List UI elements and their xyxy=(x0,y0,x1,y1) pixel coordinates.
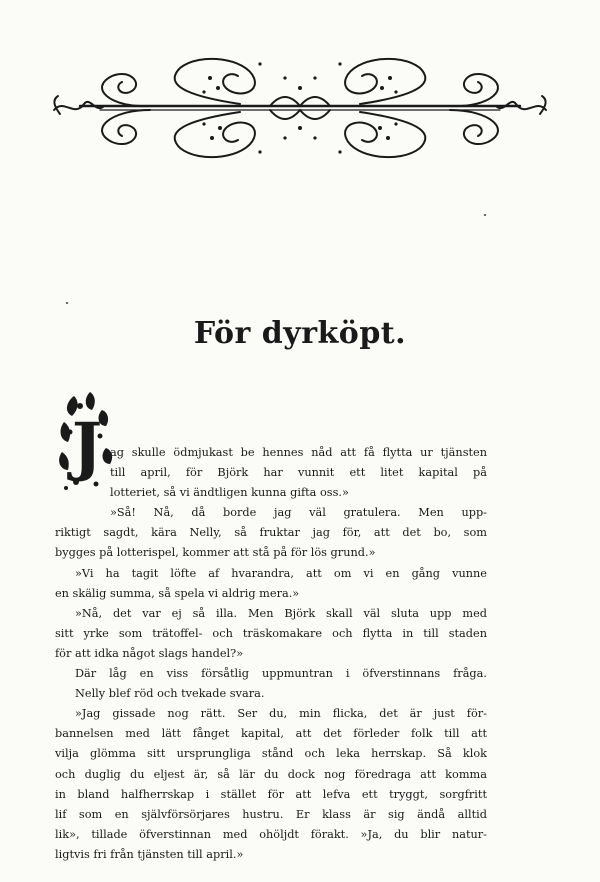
text-line: bannelsen med lätt fånget kapital, att det förleder folk till att xyxy=(55,727,487,741)
text-line: bygges på lotterispel, kommer att stå på för lös grund.» xyxy=(55,546,376,560)
text-line: Nelly blef röd och tvekade svara. xyxy=(75,687,265,701)
chapter-title: För dyrköpt. xyxy=(193,316,407,351)
text-line: ligtvis fri från tjänsten till april.» xyxy=(55,847,244,861)
text-line: »Jag gissade nog rätt. Ser du, min flicka, det är just för- xyxy=(75,707,487,721)
dropcap-letter: J xyxy=(71,409,103,484)
text-line: »Nå, det var ej så illa. Men Björk skall väl sluta upp med xyxy=(75,606,487,620)
text-line: en skälig summa, så spela vi aldrig mera.» xyxy=(55,586,300,600)
text-line: lotteriet, så vi ändtligen kunna gifta oss.» xyxy=(110,486,349,500)
text-line: lik», tillade öfverstinnan med ohöljdt förakt. »Ja, du blir natur- xyxy=(55,827,487,841)
text-line: »Så! Nå, då borde jag väl gratulera. Men upp- xyxy=(110,506,487,520)
text-line: vilja glömma sitt ursprungliga stånd och leka herrskap. Så klok xyxy=(55,747,487,761)
text-line: riktigt sagdt, kära Nelly, så fruktar jag för, att det bo, som xyxy=(55,526,487,540)
body-text xyxy=(55,443,487,865)
text-line: ag skulle ödmjukast be hennes nåd att få flytta ur tjänsten xyxy=(110,446,487,459)
print-speck xyxy=(484,214,486,216)
text-line: sitt yrke som trätoffel- och träskomakare och flytta in till staden xyxy=(55,626,487,640)
text-line: till april, för Björk har vunnit ett litet kapital på xyxy=(110,466,487,480)
text-line: lif som en självförsörjares hustru. Er klass är sig ändå alltid xyxy=(55,807,487,821)
decorative-ornament-icon xyxy=(40,48,560,168)
text-line: och duglig du eljest är, så lär du dock nog föredraga att komma xyxy=(55,767,487,781)
text-line: »Vi ha tagit löfte af hvarandra, att om vi en gång vunne xyxy=(75,566,487,580)
text-line: Där låg en viss försåtlig uppmuntran i öfverstinnans fråga. xyxy=(75,667,487,681)
text-line: in bland halfherrskap i stället för att lefva ett tryggt, sorgfritt xyxy=(55,787,487,801)
print-speck xyxy=(66,302,68,304)
text-line: för att idka något slags handel?» xyxy=(55,646,244,660)
